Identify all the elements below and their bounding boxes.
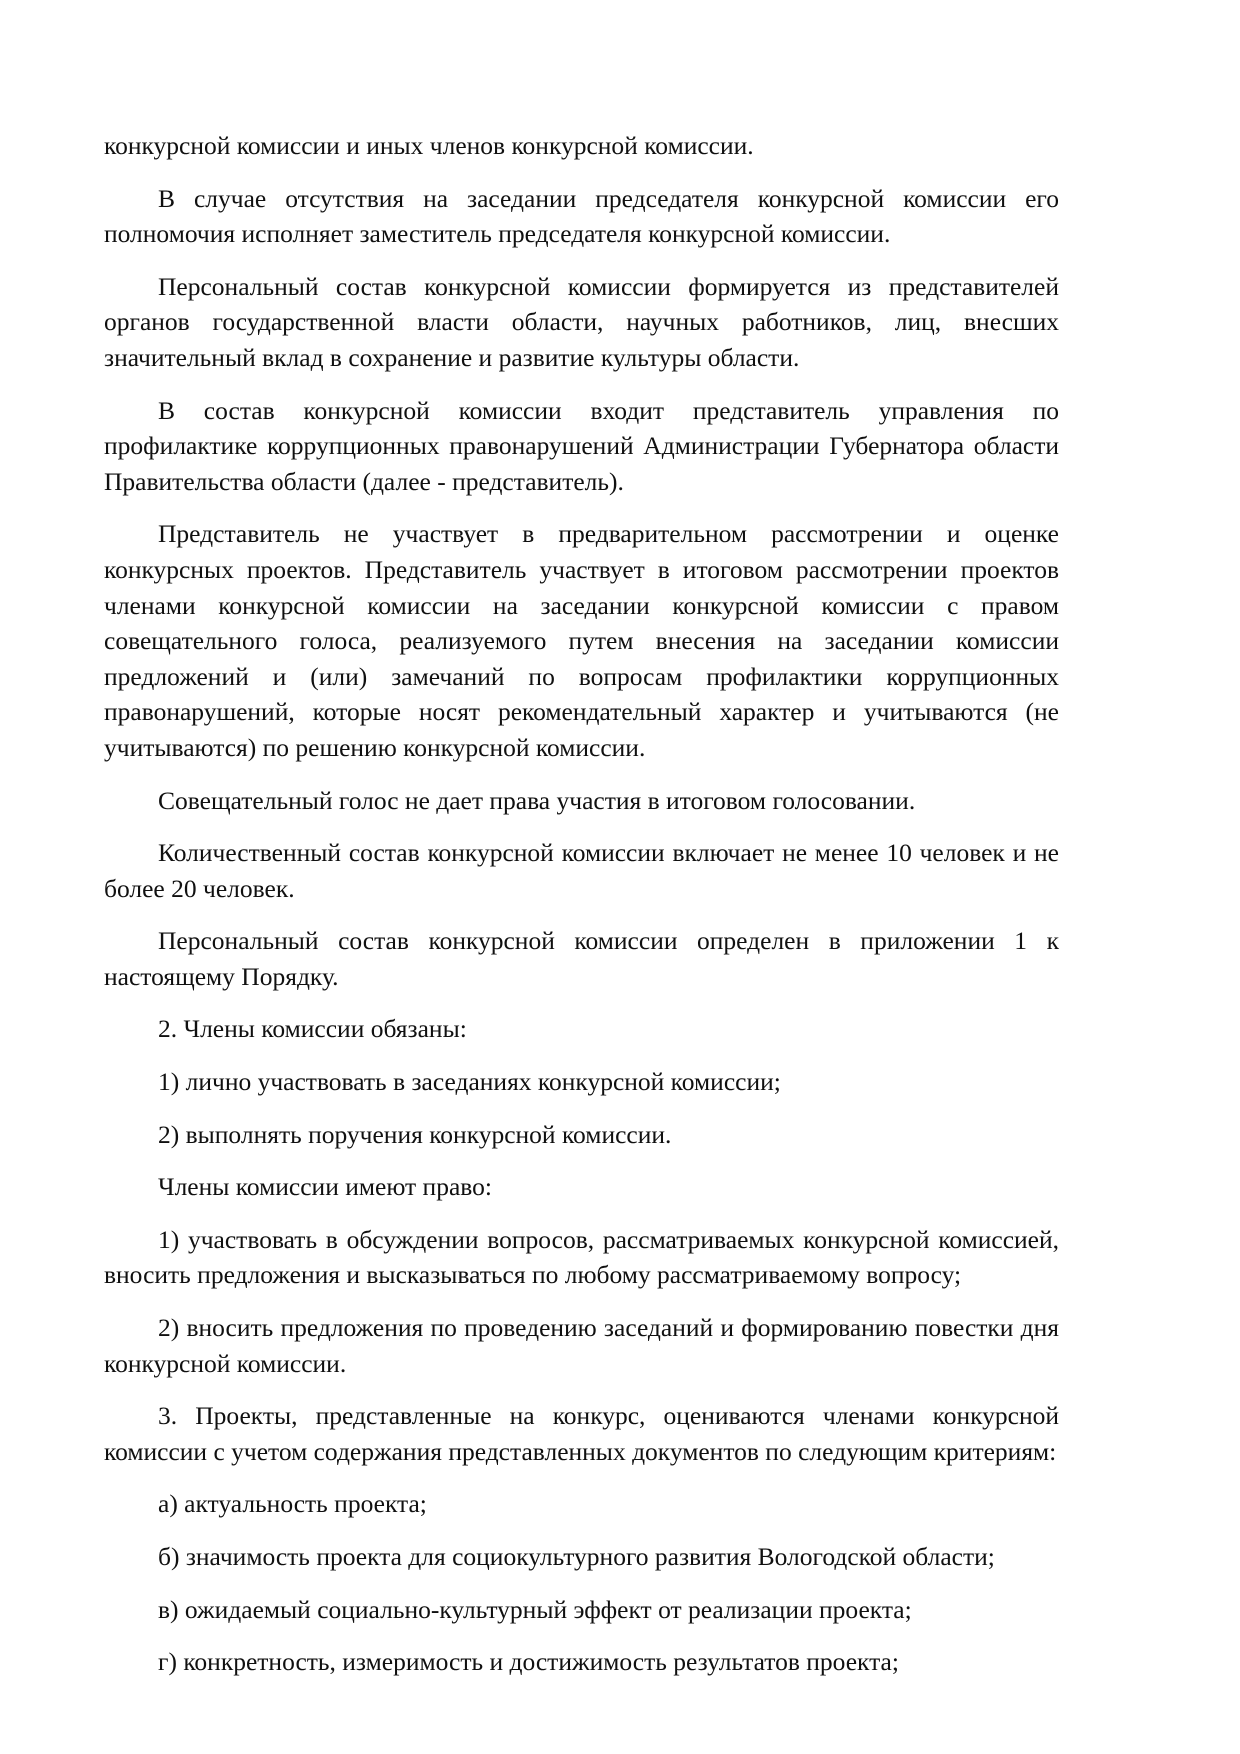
paragraph-item-3-criteria: 3. Проекты, представленные на конкурс, оцениваются членами конкурсной комиссии с учетом содержания представленных документов по следующим критериям: xyxy=(104,1401,1059,1466)
paragraph-representative-role: Представитель не участвует в предварительном рассмотрении и оценке конкурсных проектов. Представитель участвует в итоговом рассмотрении проектов членами конкурсной комиссии на заседании конкурсной комиссии с правом совещательного голоса, реализуемого путем внесения на заседании комиссии предложений и (или) замечаний по вопросам профилактики коррупционных правонарушений, которые носят рекомендательный характер и учитываются (не учитываются) по решению конкурсной комиссии. xyxy=(104,519,1059,762)
paragraph-criterion-g: г) конкретность, измеримость и достижимость результатов проекта; xyxy=(158,1647,899,1677)
paragraph-criterion-v: в) ожидаемый социально-культурный эффект от реализации проекта; xyxy=(158,1594,912,1624)
paragraph-advisory-vote: Совещательный голос не дает права участия в итоговом голосовании. xyxy=(158,785,916,815)
paragraph-appendix-reference: Персональный состав конкурсной комиссии определен в приложении 1 к настоящему Порядку. xyxy=(104,926,1059,991)
paragraph-duty-1: 1) лично участвовать в заседаниях конкурсной комиссии; xyxy=(158,1067,781,1097)
document-body xyxy=(104,128,1059,1680)
paragraph-absence-chairman: В случае отсутствия на заседании председателя конкурсной комиссии его полномочия исполняет заместитель председателя конкурсной комиссии. xyxy=(104,183,1059,249)
paragraph-criterion-a: а) актуальность проекта; xyxy=(158,1489,427,1519)
paragraph-personal-composition: Персональный состав конкурсной комиссии формируется из представителей органов государственной власти области, научных работников, лиц, внесших значительный вклад в сохранение и развитие культуры области. xyxy=(104,271,1059,372)
paragraph-quantitative-composition: Количественный состав конкурсной комиссии включает не менее 10 человек и не более 20 человек. xyxy=(104,838,1059,903)
paragraph-right-1: 1) участвовать в обсуждении вопросов, рассматриваемых конкурсной комиссией, вносить предложения и высказываться по любому рассматриваемому вопросу; xyxy=(104,1224,1059,1290)
paragraph-continuation: конкурсной комиссии и иных членов конкурсной комиссии. xyxy=(104,131,754,160)
paragraph-representative-inclusion: В состав конкурсной комиссии входит представитель управления по профилактике коррупционных правонарушений Администрации Губернатора области Правительства области (далее - представитель). xyxy=(104,395,1059,496)
paragraph-right-2: 2) вносить предложения по проведению заседаний и формированию повестки дня конкурсной комиссии. xyxy=(104,1313,1059,1378)
paragraph-criterion-b: б) значимость проекта для социокультурного развития Вологодской области; xyxy=(158,1542,995,1571)
paragraph-rights-header: Члены комиссии имеют право: xyxy=(158,1172,492,1202)
paragraph-item-2-duties: 2. Члены комиссии обязаны: xyxy=(158,1014,467,1044)
paragraph-duty-2: 2) выполнять поручения конкурсной комиссии. xyxy=(158,1119,672,1149)
